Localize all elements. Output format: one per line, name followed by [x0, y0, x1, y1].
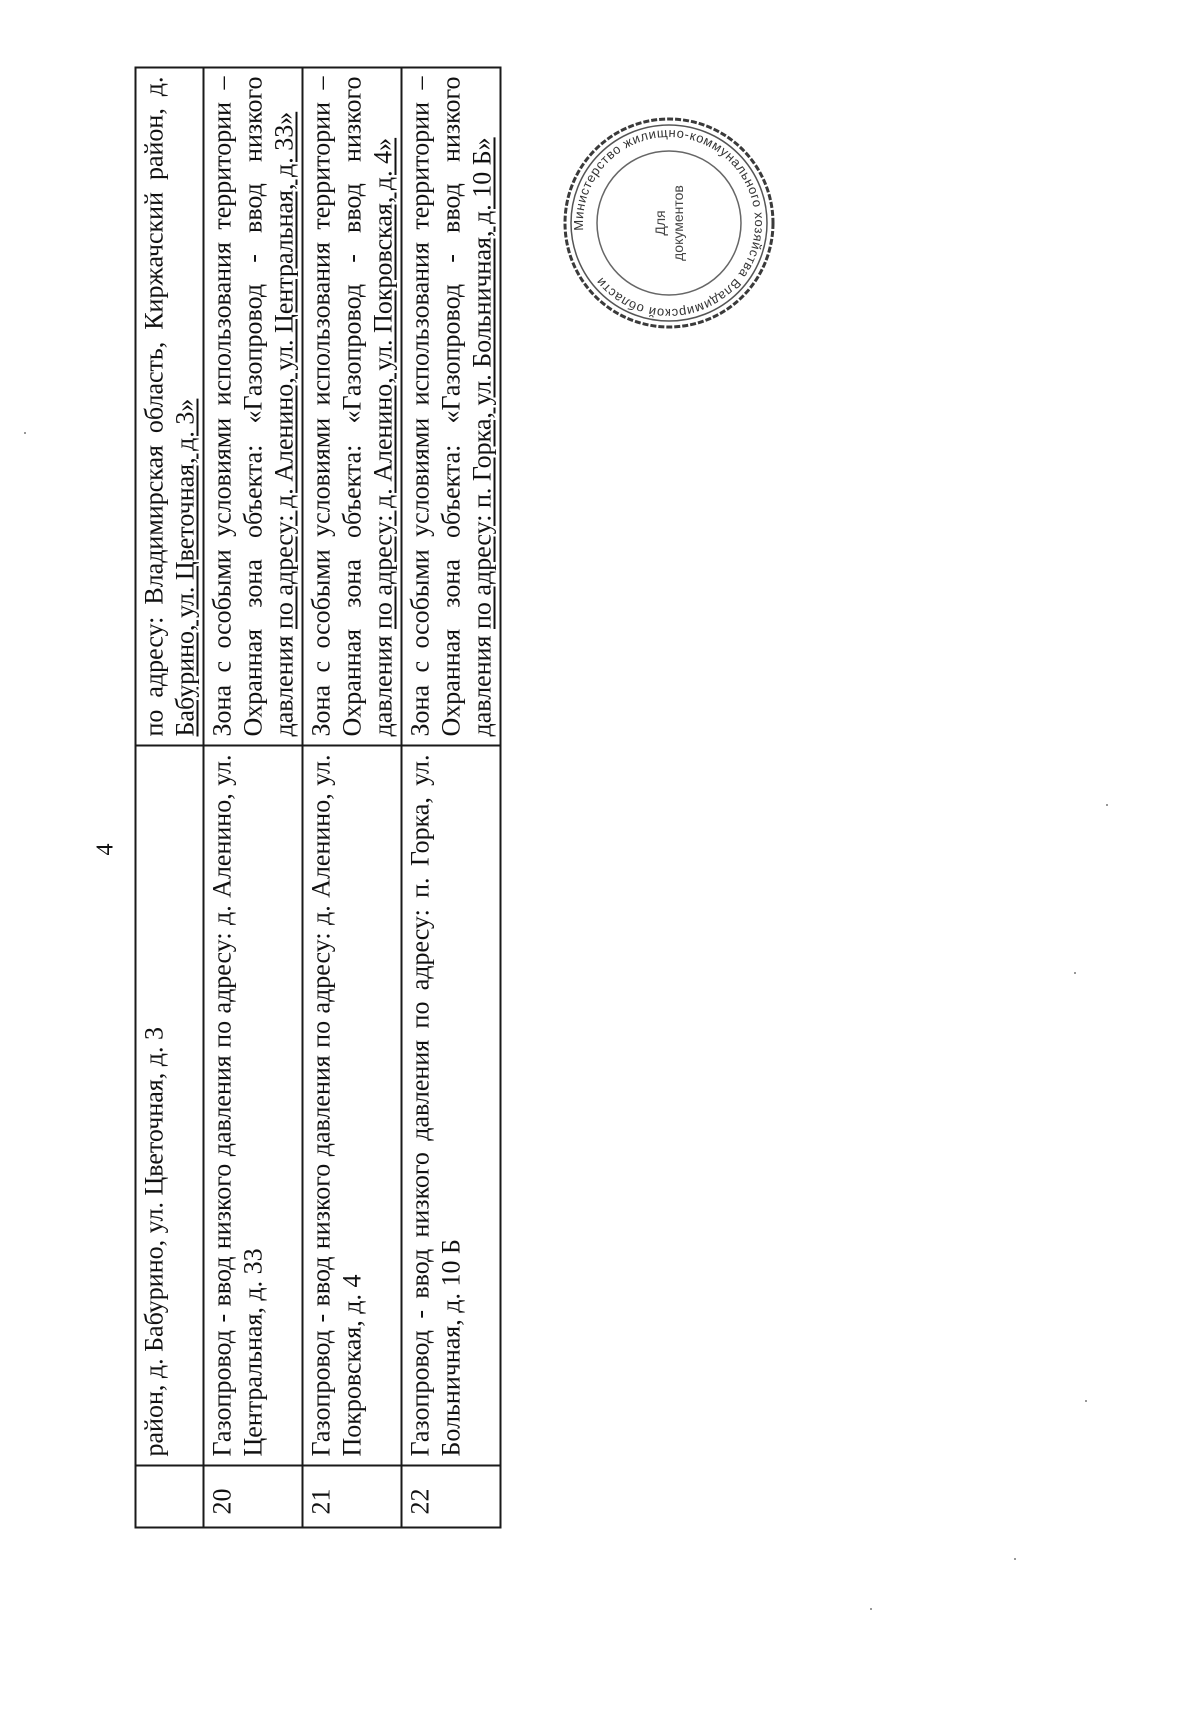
table-row [135, 67, 203, 1527]
page-number: 4 [92, 843, 119, 856]
zone-text-part: Зона с особыми условиями использования территории – Охранная зона объекта: «Газопровод - ввод низкого давления [207, 76, 298, 736]
row-number: 22 [401, 1465, 500, 1527]
object-name-cell: Газопровод - ввод низкого давления по адресу: д. Аленино, ул. Центральная, д. 33 [203, 745, 302, 1465]
zone-address-text: по адресу: д. Аленино, ул. Покровская, д. 4» [368, 137, 397, 629]
zone-text-part: Зона с особыми условиями использования территории – Охранная зона объекта: «Газопровод - ввод низкого давления [405, 76, 496, 736]
table-row [302, 67, 401, 1527]
stamp-ring-text: Министерство жилищно-коммунального хозяйства Владимирской области [570, 124, 768, 322]
object-name-cell: район, д. Бабурино, ул. Цветочная, д. 3 [135, 745, 203, 1465]
zone-text-part: по адресу: Владимирская область, Киржачский район, д. [139, 76, 168, 736]
scan-speck [1014, 1558, 1016, 1560]
zone-address-text: по адресу: д. Аленино, ул. Центральная, д. 33» [269, 111, 298, 629]
zone-address-text: Бабурино, ул. Цветочная, д. 3» [170, 398, 199, 736]
scan-speck [24, 432, 26, 434]
table-row [203, 67, 302, 1527]
zone-description-cell [401, 67, 500, 745]
registry-table [134, 66, 501, 1528]
zone-address-text: по адресу: п. Горка, ул. Больничная, д. 10 Б» [467, 136, 496, 629]
row-number [135, 1465, 203, 1527]
stamp-center-line: Для [652, 210, 668, 236]
zone-text-part: Зона с особыми условиями использования территории – Охранная зона объекта: «Газопровод - ввод низкого давления [306, 76, 397, 736]
scan-speck [870, 1608, 872, 1610]
row-number: 20 [203, 1465, 302, 1527]
zone-description-cell [135, 67, 203, 745]
object-name-cell: Газопровод - ввод низкого давления по адресу: д. Аленино, ул. Покровская, д. 4 [302, 745, 401, 1465]
zone-description-cell [302, 67, 401, 745]
official-stamp [558, 112, 780, 334]
object-name-cell: Газопровод - ввод низкого давления по адресу: п. Горка, ул. Больничная, д. 10 Б [401, 745, 500, 1465]
registry-table-wrapper [134, 68, 496, 1528]
scan-speck [1074, 972, 1076, 974]
stamp-center [619, 173, 719, 273]
table-row [401, 67, 500, 1527]
row-number: 21 [302, 1465, 401, 1527]
scan-speck [1085, 1400, 1087, 1402]
stamp-center-line: документов [670, 185, 686, 261]
zone-description-cell [203, 67, 302, 745]
scan-speck [1106, 804, 1108, 806]
